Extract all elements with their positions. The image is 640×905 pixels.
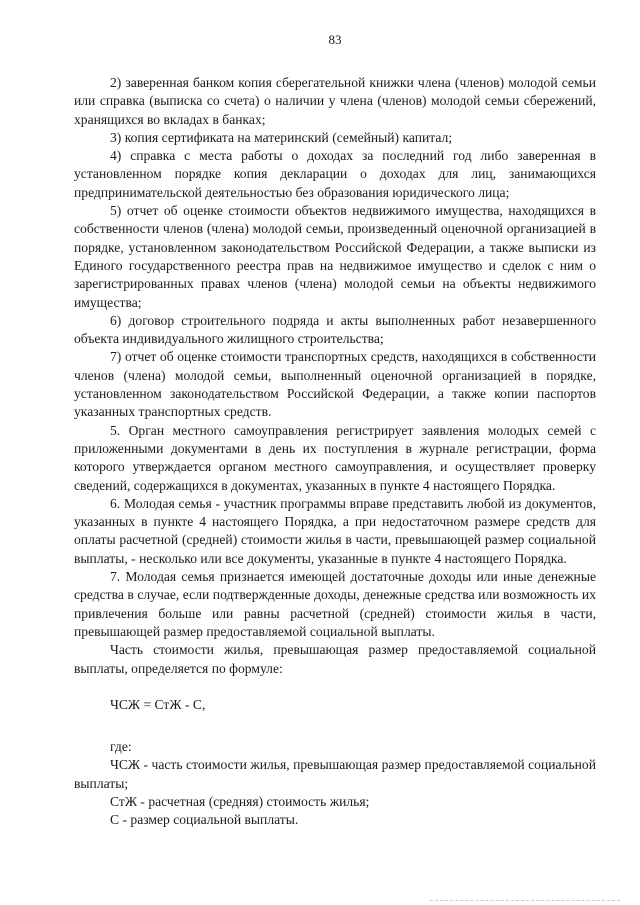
where-label: где:: [110, 739, 132, 755]
paragraph-clause-6: 6. Молодая семья - участник программы вправе представить любой из документов, указанных в пункте 4 настоящего Порядка, а при недостаточном размере средств для оплаты расчетной (средней) стоимости жилья в части, превышающей размер социальной выплаты, - несколько или все документы, указанные в пункте 4 настоящего Порядка.: [74, 495, 596, 566]
paragraph-real-estate-report: 5) отчет об оценке стоимости объектов недвижимого имущества, находящихся в собственности членов (члена) молодой семьи, произведенный оценочной организацией в порядке, установленном законодательством Российской Федерации, а также выписки из Единого государственного реестра прав на недвижимое имущество и сделок с ним о зарегистрированных правах членов (члена) молодой семьи на объекты недвижимого имущества;: [74, 203, 596, 310]
definition-chszh: ЧСЖ - часть стоимости жилья, превышающая размер предоставляемой социальной выплаты;: [74, 757, 596, 791]
paragraph-vehicle-report: 7) отчет об оценке стоимости транспортных средств, находящихся в собственности членов (члена) молодой семьи, выполненный оценочной организацией в порядке, установленном законодательством Российской Федерации, а также копии паспортов указанных транспортных средств.: [74, 349, 596, 420]
paragraph-maternity-capital: 3) копия сертификата на материнский (семейный) капитал;: [110, 129, 453, 145]
document-body: [74, 74, 596, 830]
paragraph-formula-intro: Часть стоимости жилья, превышающая размер предоставляемой социальной выплаты, определяется по формуле:: [74, 642, 596, 676]
paragraph-income-certificate: 4) справка с места работы о доходах за последний год либо заверенная в установленном порядке копия декларации о доходах для лиц, занимающихся предпринимательской деятельностью без образования юридического лица;: [74, 148, 596, 200]
scan-edge-mark: [430, 900, 620, 902]
page-number: 83: [328, 32, 342, 47]
paragraph-clause-7: 7. Молодая семья признается имеющей достаточные доходы или иные денежные средства в случае, если подтвержденные доходы, денежные средства или возможность их привлечения больше или равны расчетной (средней) стоимости жилья в части, превышающей размер предоставляемой социальной выплаты.: [74, 569, 596, 639]
paragraph-savings-book: 2) заверенная банком копия сберегательной книжки члена (членов) молодой семьи или справка (выписка со счета) о наличии у члена (членов) молодой семьи сбережений, хранящихся во вкладах в банках;: [74, 75, 596, 127]
paragraph-clause-5: 5. Орган местного самоуправления регистрирует заявления молодых семей с приложенными документами в день их поступления в журнале регистрации, форма которого утверждается органом местного самоуправления, и осуществляет проверку сведений, содержащихся в документах, указанных в пункте 4 настоящего Порядка.: [74, 422, 596, 493]
paragraph-construction-contract: 6) договор строительного подряда и акты выполненных работ незавершенного объекта индивидуального жилищного строительства;: [74, 312, 596, 347]
definition-stzh: СтЖ - расчетная (средняя) стоимость жилья;: [110, 793, 370, 809]
definition-s: С - размер социальной выплаты.: [110, 812, 299, 828]
formula: ЧСЖ = СтЖ - С,: [110, 696, 206, 712]
